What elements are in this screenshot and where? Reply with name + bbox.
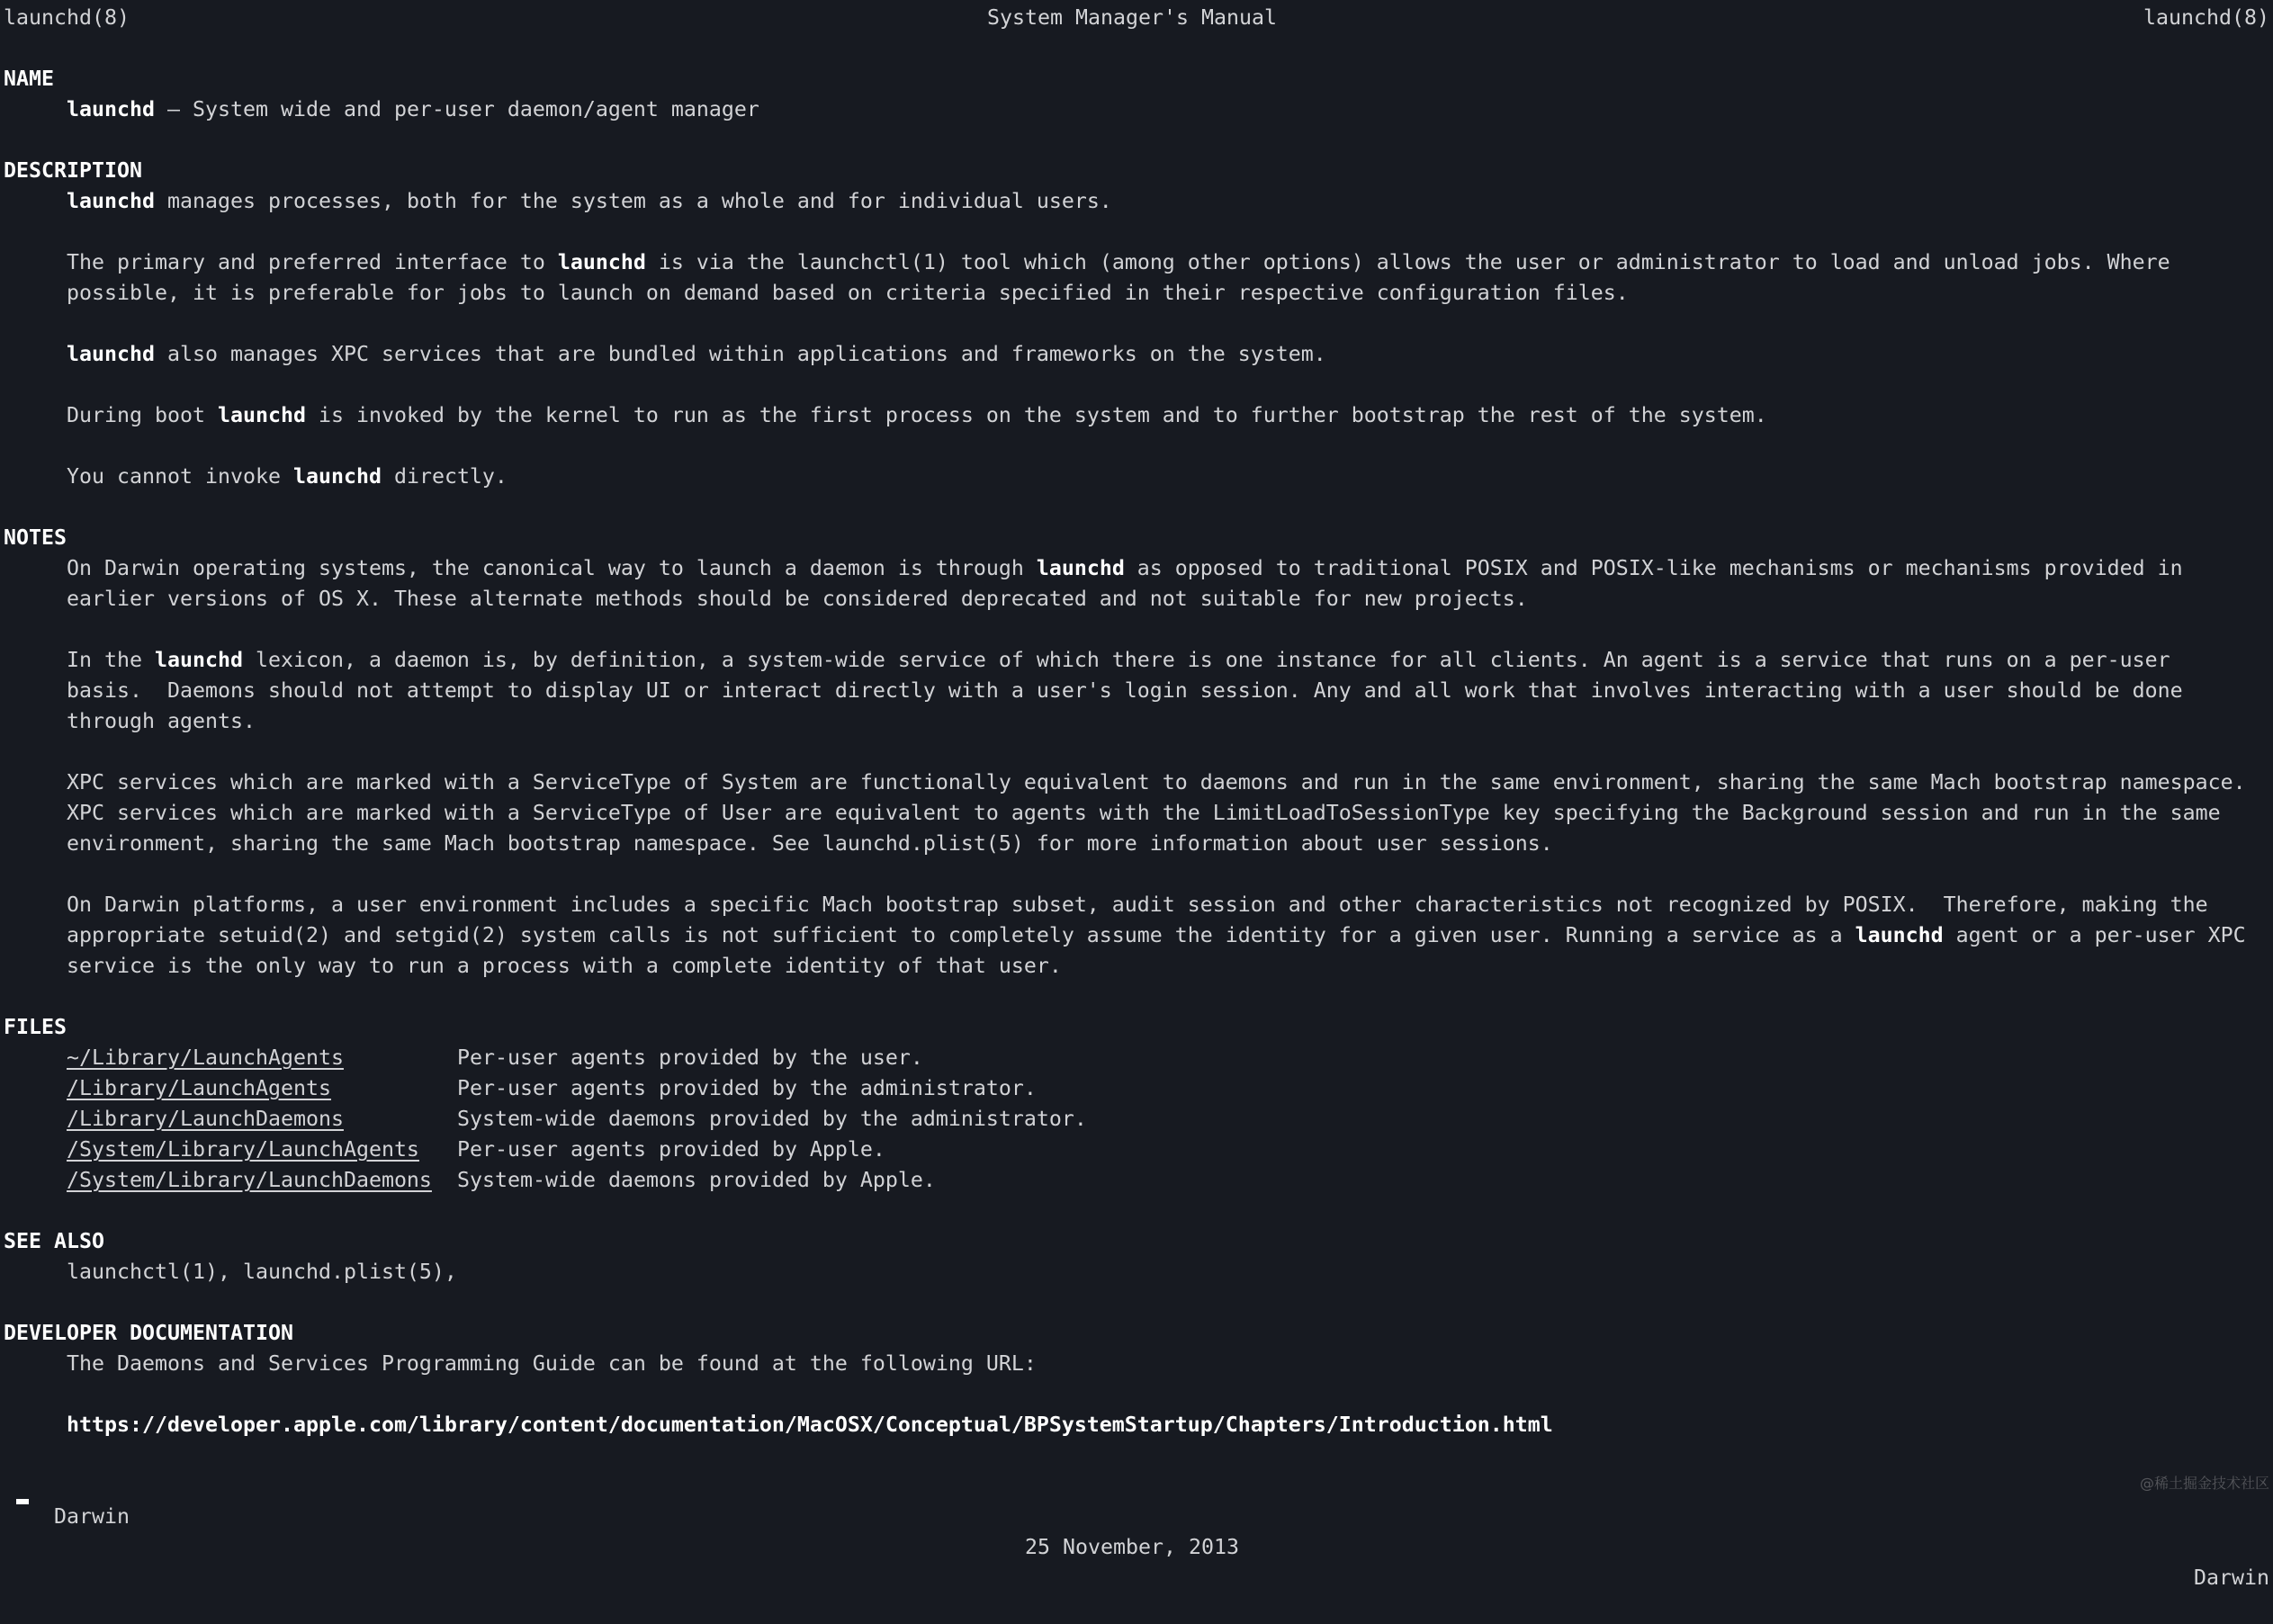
header-right: launchd(8)	[2143, 5, 2269, 30]
header-left: launchd(8)	[4, 5, 130, 30]
notes-p1-line1: On Darwin operating systems, the canonical way to launch a daemon is through launchd as opposed to traditional POSIX and POSIX-like mechanisms or mechanisms provided in	[67, 556, 2183, 580]
file-path-link[interactable]: /System/Library/LaunchDaemons	[67, 1168, 432, 1192]
notes-p3-line1: XPC services which are marked with a ServiceType of System are functionally equivalent to daemons and run in the same environment, sharing the same Mach bootstrap namespace.	[67, 770, 2246, 794]
description-p4: During boot launchd is invoked by the kernel to run as the first process on the system and to further bootstrap the rest of the system.	[67, 403, 1767, 427]
see-also-references: launchctl(1), launchd.plist(5),	[67, 1260, 457, 1284]
footer-right: Darwin	[2194, 1566, 2269, 1590]
command-name: launchd	[67, 97, 155, 121]
notes-p2-line2: basis. Daemons should not attempt to display UI or interact directly with a user's login session. Any and all work that involves interacting with a user should be done	[67, 678, 2183, 703]
description-p5: You cannot invoke launchd directly.	[67, 464, 508, 489]
developer-doc-text: The Daemons and Services Programming Guide can be found at the following URL:	[67, 1351, 1037, 1376]
section-title-developer-documentation: DEVELOPER DOCUMENTATION	[4, 1321, 293, 1345]
file-path-link[interactable]: /Library/LaunchDaemons	[67, 1107, 344, 1131]
file-description: Per-user agents provided by Apple.	[457, 1137, 885, 1162]
description-p3: launchd also manages XPC services that are bundled within applications and frameworks on the system.	[67, 342, 1326, 366]
footer-left: Darwin	[54, 1504, 130, 1529]
description-p2-line2: possible, it is preferable for jobs to launch on demand based on criteria specified in their respective configuration files.	[67, 281, 1629, 305]
watermark: @稀土掘金技术社区	[2139, 1475, 2269, 1492]
notes-p1-line2: earlier versions of OS X. These alternate methods should be considered deprecated and not suitable for new projects.	[67, 587, 1528, 611]
file-item	[4, 1104, 2269, 1135]
terminal-cursor	[16, 1499, 29, 1504]
section-title-see-also: SEE ALSO	[4, 1229, 104, 1253]
notes-p3-line3: environment, sharing the same Mach bootstrap namespace. See launchd.plist(5) for more information about user sessions.	[67, 831, 1553, 856]
file-description: Per-user agents provided by the administrator.	[457, 1076, 1037, 1100]
notes-p4-line2: appropriate setuid(2) and setgid(2) system calls is not sufficient to completely assume the identity for a given user. Running a service as a launchd agent or a per-user XPC	[67, 923, 2246, 947]
section-title-description: DESCRIPTION	[4, 158, 142, 183]
section-title-files: FILES	[4, 1015, 67, 1039]
description-p1: launchd manages processes, both for the system as a whole and for individual users.	[67, 189, 1112, 213]
file-path-link[interactable]: /Library/LaunchAgents	[67, 1076, 331, 1100]
man-page-header	[4, 3, 2269, 33]
name-line: launchd – System wide and per-user daemon/agent manager	[67, 97, 759, 121]
notes-p3-line2: XPC services which are marked with a ServiceType of User are equivalent to agents with the LimitLoadToSessionType key specifying the Background session and run in the same	[67, 801, 2221, 825]
file-item	[4, 1043, 2269, 1073]
developer-doc-url[interactable]: https://developer.apple.com/library/content/documentation/MacOSX/Conceptual/BPSystemStartup/Chapters/Introduction.html	[67, 1413, 1553, 1437]
file-item	[4, 1135, 2269, 1165]
file-item	[4, 1165, 2269, 1196]
file-item	[4, 1073, 2269, 1104]
file-description: System-wide daemons provided by Apple.	[457, 1168, 936, 1192]
file-description: System-wide daemons provided by the administrator.	[457, 1107, 1087, 1131]
file-description: Per-user agents provided by the user.	[457, 1045, 923, 1070]
section-title-name: NAME	[4, 67, 54, 91]
description-p2-line1: The primary and preferred interface to launchd is via the launchctl(1) tool which (among other options) allows the user or administrator to load and unload jobs. Where	[67, 250, 2170, 274]
notes-p4-line3: service is the only way to run a process with a complete identity of that user.	[67, 954, 1062, 978]
section-title-notes: NOTES	[4, 525, 67, 550]
file-path-link[interactable]: ~/Library/LaunchAgents	[67, 1045, 344, 1070]
notes-p2-line3: through agents.	[67, 709, 256, 733]
notes-p2-line1: In the launchd lexicon, a daemon is, by definition, a system-wide service of which there is one instance for all clients. An agent is a service that runs on a per-user	[67, 648, 2170, 672]
footer-date: 25 November, 2013	[1025, 1535, 1239, 1559]
man-page-footer	[4, 1471, 2269, 1590]
file-path-link[interactable]: /System/Library/LaunchAgents	[67, 1137, 419, 1162]
man-page-terminal	[4, 3, 2269, 1590]
header-center: System Manager's Manual	[987, 5, 1277, 30]
notes-p4-line1: On Darwin platforms, a user environment includes a specific Mach bootstrap subset, audit session and other characteristics not recognized by POSIX. Therefore, making the	[67, 893, 2208, 917]
